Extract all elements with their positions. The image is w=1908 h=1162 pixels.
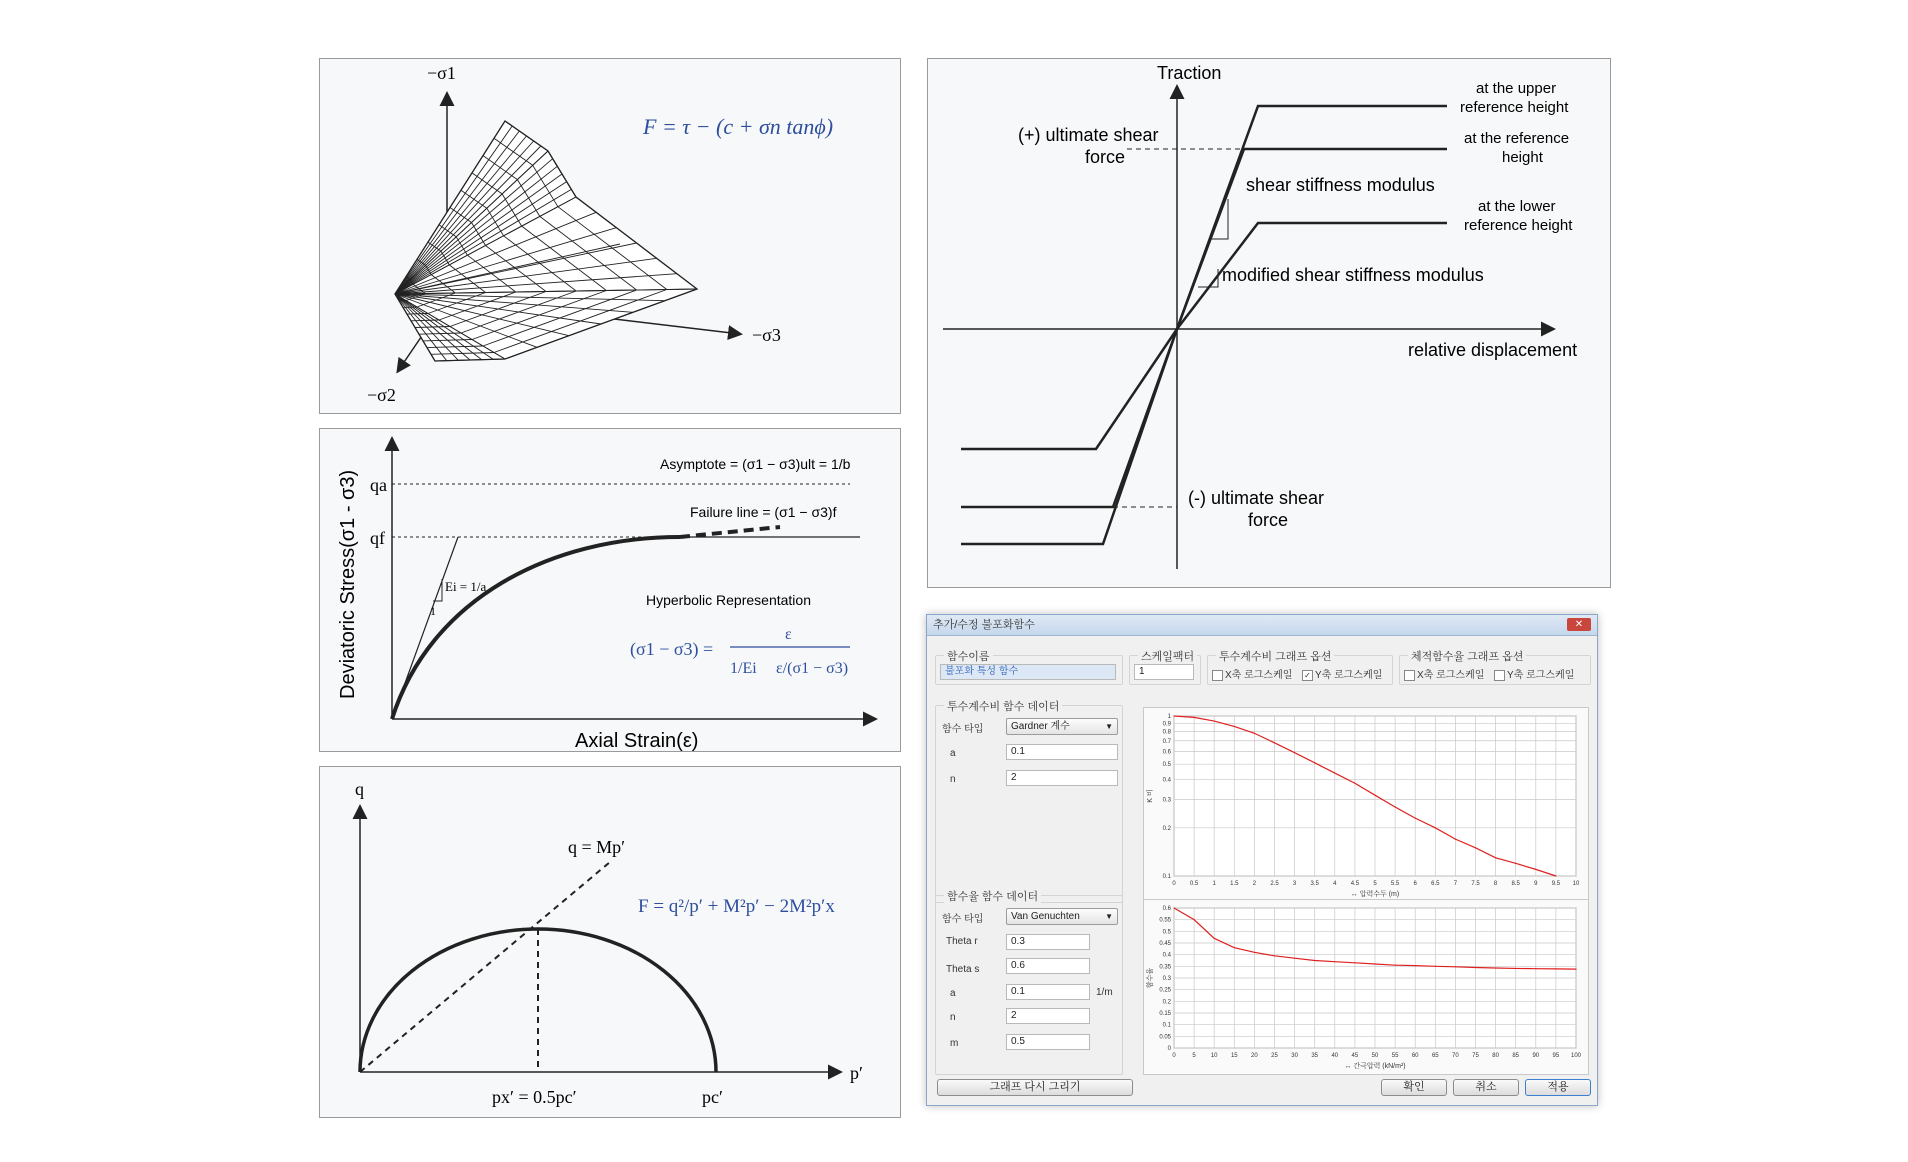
x-tick-label: 1: [1212, 881, 1216, 887]
y-tick-label: 0.2: [1162, 825, 1171, 832]
hyperbolic-diagram: [320, 429, 901, 752]
modified-shear-stiffness-label: modified shear stiffness modulus: [1222, 265, 1484, 285]
vol-y-log-label: Y축 로그스케일: [1507, 670, 1575, 681]
perm-graph-options-label: 투수계수비 그래프 옵션: [1216, 648, 1334, 664]
lower-label-2: reference height: [1464, 217, 1573, 234]
x-tick-label: 2: [1252, 881, 1257, 887]
hyperbolic-curve: [392, 537, 680, 719]
y-tick-label: 0.1: [1162, 1022, 1171, 1029]
water-n-label: n: [950, 1012, 956, 1023]
data-point: [1495, 857, 1496, 858]
camclay-diagram: [320, 767, 901, 1118]
y-tick-label: 0.6: [1162, 906, 1171, 912]
y-tick-label: 0: [1167, 1046, 1171, 1052]
unsaturated-function-dialog: [926, 614, 1598, 1106]
asymptote-label: Asymptote = (σ1 − σ3)ult = 1/b: [660, 456, 851, 472]
y-tick-label: 0.3: [1162, 797, 1171, 804]
hyperbolic-title: Hyperbolic Representation: [646, 592, 811, 608]
x-tick-label: 7: [1453, 881, 1458, 887]
close-icon[interactable]: ✕: [1567, 618, 1591, 631]
data-point: [1535, 968, 1536, 969]
vol-x-log-label: X축 로그스케일: [1417, 670, 1485, 681]
x-tick-label: 9.5: [1551, 881, 1561, 887]
data-point: [1495, 967, 1496, 968]
scale-factor-group-label: 스케일팩터: [1138, 648, 1197, 664]
x-tick-label: 10: [1572, 881, 1580, 887]
x-tick-label: 0.5: [1189, 881, 1199, 887]
qa-label: qa: [370, 475, 387, 495]
water-a-label: a: [950, 988, 956, 999]
x-tick-label: 85: [1512, 1053, 1520, 1059]
chevron-down-icon: ▼: [1105, 722, 1113, 731]
y-tick-label: 0.4: [1162, 952, 1171, 959]
vol-graph-options-label: 체적함수율 그래프 옵션: [1408, 648, 1526, 664]
water-func-type-label: 함수 타입: [942, 914, 984, 925]
water-data-group: [935, 891, 1123, 1075]
data-point: [1515, 968, 1516, 969]
traction-panel: [927, 58, 1611, 588]
x-axis-label: ↔ 압력수두 (m): [1350, 891, 1400, 898]
mohr-coulomb-diagram: [320, 59, 901, 414]
x-tick-label: 5: [1373, 881, 1377, 887]
perm-graph-options-group: [1207, 651, 1393, 685]
x-tick-label: 2.5: [1270, 881, 1279, 887]
failure-label: Failure line = (σ1 − σ3)f: [690, 504, 837, 520]
y-tick-label: 1: [1167, 714, 1171, 720]
x-tick-label: 0: [1172, 1053, 1176, 1059]
x-tick-label: 3.5: [1310, 881, 1319, 887]
lower-label-1: at the lower: [1478, 198, 1556, 215]
x-tick-label: 0: [1172, 881, 1176, 887]
vol-graph-options-group: [1399, 651, 1591, 685]
data-point: [1415, 965, 1416, 966]
water-m-label: m: [950, 1038, 959, 1049]
x-tick-label: 5.5: [1390, 881, 1400, 887]
mohr-coulomb-equation: F = τ − (c + σn tanϕ): [643, 114, 834, 139]
data-point: [1274, 955, 1275, 956]
y-tick-label: 0.55: [1159, 917, 1171, 924]
qf-label: qf: [370, 528, 385, 548]
x-tick-label: 60: [1411, 1053, 1419, 1059]
x-tick-label: 3: [1292, 881, 1297, 887]
x-tick-label: 7.5: [1471, 881, 1480, 887]
sigma1-label: −σ1: [427, 63, 456, 83]
y-tick-label: 0.05: [1159, 1034, 1171, 1041]
ei-label: Ei = 1/a: [445, 579, 487, 594]
x-tick-label: 90: [1532, 1053, 1540, 1059]
reference-label-2: height: [1502, 149, 1543, 166]
x-tick-label: 15: [1230, 1053, 1238, 1059]
upper-label-2: reference height: [1460, 99, 1569, 116]
data-point: [1354, 962, 1355, 963]
y-tick-label: 0.7: [1162, 738, 1171, 745]
data-point: [1173, 907, 1174, 908]
traction-diagram: [928, 59, 1611, 588]
pos-ult-label-1: (+) ultimate shear: [1018, 125, 1159, 145]
perm-y-log-checkbox[interactable]: [1302, 666, 1382, 681]
data-point: [1254, 733, 1255, 734]
function-name-input[interactable]: 불포화 특성 함수: [940, 664, 1116, 680]
data-point: [1555, 968, 1556, 969]
data-point: [1314, 762, 1315, 763]
data-point: [1455, 966, 1456, 967]
p-label: p′: [850, 1063, 863, 1083]
data-point: [1173, 715, 1174, 716]
theta-s-label: Theta s: [946, 964, 980, 975]
data-point: [1475, 847, 1476, 848]
x-tick-label: 75: [1472, 1053, 1479, 1059]
redraw-graph-button[interactable]: 그래프 다시 그리기: [937, 1079, 1133, 1096]
x-tick-label: 10: [1210, 1053, 1218, 1059]
data-point: [1575, 969, 1576, 970]
data-point: [1435, 966, 1436, 967]
data-point: [1475, 967, 1476, 968]
x-tick-label: 6.5: [1431, 881, 1440, 887]
displacement-label: relative displacement: [1408, 340, 1578, 360]
camclay-panel: [319, 766, 901, 1118]
y-axis-label: 함수율: [1147, 967, 1154, 989]
hyperbolic-eq-num: ε: [785, 626, 792, 643]
vol-x-log-checkbox[interactable]: [1404, 666, 1484, 681]
hyperbolic-panel: [319, 428, 901, 752]
y-tick-label: 0.45: [1159, 941, 1171, 947]
x-axis-label: ↔ 간극압력 (kN/m²): [1344, 1063, 1406, 1070]
px-label: px′ = 0.5pc′: [492, 1087, 577, 1107]
water-a-unit: 1/m: [1096, 987, 1113, 998]
data-point: [1214, 720, 1215, 721]
y-tick-label: 0.5: [1162, 929, 1171, 936]
q-label: q: [355, 779, 364, 799]
cancel-button[interactable]: 취소: [1453, 1079, 1519, 1096]
data-point: [1294, 752, 1295, 753]
data-point: [1334, 961, 1335, 962]
hyperbolic-eq-den-a: 1/Ei: [730, 660, 757, 677]
stress-axis-label: Deviatoric Stress(σ1 - σ3): [337, 469, 359, 699]
x-tick-label: 50: [1371, 1053, 1379, 1059]
x-tick-label: 4: [1333, 881, 1337, 887]
water-func-type-value: Van Genuchten: [1011, 911, 1080, 922]
data-point: [1455, 839, 1456, 840]
y-tick-label: 0.8: [1162, 729, 1171, 736]
scale-factor-input[interactable]: 1: [1134, 664, 1194, 680]
water-a-input[interactable]: 0.1: [1006, 984, 1090, 1000]
y-tick-label: 0.4: [1162, 777, 1171, 784]
vol-y-log-checkbox[interactable]: [1494, 666, 1574, 681]
water-chart: [1144, 900, 1588, 1074]
water-n-input[interactable]: 2: [1006, 1008, 1090, 1024]
data-point: [1194, 919, 1195, 920]
reference-label-1: at the reference: [1464, 130, 1570, 147]
water-m-input[interactable]: 0.5: [1006, 1034, 1090, 1050]
data-point: [1194, 717, 1195, 718]
data-point: [1555, 875, 1556, 876]
perm-func-type-select[interactable]: [1006, 718, 1118, 735]
mohr-coulomb-panel: [319, 58, 901, 414]
data-point: [1535, 869, 1536, 870]
perm-x-log-checkbox[interactable]: [1212, 666, 1292, 681]
y-tick-label: 0.35: [1159, 964, 1171, 971]
ok-button[interactable]: 확인: [1381, 1079, 1447, 1096]
shear-stiffness-label: shear stiffness modulus: [1246, 175, 1435, 195]
slope-triangle: [433, 579, 442, 601]
y-axis-label: K 비: [1147, 789, 1154, 803]
sigma2-label: −σ2: [367, 385, 396, 405]
y-tick-label: 0.3: [1162, 976, 1171, 982]
perm-a-input[interactable]: 0.1: [1006, 744, 1118, 760]
pc-label: pc′: [702, 1087, 723, 1107]
x-tick-label: 4.5: [1350, 881, 1360, 887]
perm-chart-box: [1143, 707, 1589, 903]
strain-axis-label: Axial Strain(ε): [575, 730, 699, 752]
hyperbolic-eq-left: (σ1 − σ3) =: [630, 639, 714, 659]
data-point: [1354, 783, 1355, 784]
csl-line: [360, 862, 610, 1072]
x-tick-label: 5: [1192, 1053, 1196, 1059]
theta-r-label: Theta r: [946, 936, 978, 947]
function-name-group-label: 함수이름: [944, 648, 993, 664]
dialog-titlebar: [927, 615, 1597, 636]
x-tick-label: 8: [1493, 881, 1498, 887]
chevron-down-icon: ▼: [1105, 912, 1113, 921]
data-point: [1254, 952, 1255, 953]
function-name-group: [935, 651, 1123, 685]
data-point: [1395, 965, 1396, 966]
x-tick-label: 1.5: [1230, 881, 1239, 887]
x-tick-label: 30: [1291, 1053, 1298, 1059]
reference-curve: [961, 149, 1447, 507]
neg-ult-label-1: (-) ultimate shear: [1188, 488, 1325, 508]
csl-label: q = Mp′: [568, 837, 626, 857]
y-tick-label: 0.25: [1159, 987, 1171, 994]
data-point: [1234, 726, 1235, 727]
data-point: [1334, 772, 1335, 773]
data-point: [1395, 806, 1396, 807]
x-tick-label: 100: [1570, 1053, 1582, 1059]
x-tick-label: 35: [1311, 1053, 1319, 1059]
checkbox-box[interactable]: [1212, 670, 1223, 681]
data-point: [1415, 818, 1416, 819]
water-func-type-select[interactable]: [1006, 908, 1118, 925]
data-point: [1374, 795, 1375, 796]
data-point: [1214, 938, 1215, 939]
neg-ult-label-2: force: [1248, 510, 1289, 530]
theta-r-input[interactable]: 0.3: [1006, 934, 1090, 950]
asymptote-extension: [680, 527, 780, 537]
slope-one-label: 1: [430, 604, 436, 618]
hyperbolic-eq-den-b: ε/(σ1 − σ3): [776, 660, 849, 677]
perm-a-label: a: [950, 748, 956, 759]
perm-n-input[interactable]: 2: [1006, 770, 1118, 786]
dialog-title: 추가/수정 불포화함수: [933, 619, 1035, 631]
data-point: [1294, 958, 1295, 959]
scale-factor-group: [1129, 651, 1201, 685]
water-data-group-label: 함수율 함수 데이터: [944, 888, 1041, 904]
upper-label-1: at the upper: [1476, 80, 1557, 97]
perm-chart: [1144, 708, 1588, 902]
theta-s-input[interactable]: 0.6: [1006, 958, 1090, 974]
mesh-line: [407, 314, 428, 315]
x-tick-label: 55: [1391, 1053, 1399, 1059]
y-tick-label: 0.1: [1162, 874, 1171, 880]
perm-data-group-label: 투수계수비 함수 데이터: [944, 698, 1062, 714]
data-point: [1515, 863, 1516, 864]
x-tick-label: 20: [1251, 1053, 1258, 1059]
y-tick-label: 0.5: [1162, 762, 1171, 769]
y-tick-label: 0.6: [1162, 749, 1171, 756]
perm-x-log-label: X축 로그스케일: [1225, 670, 1293, 681]
checkbox-box[interactable]: [1404, 670, 1415, 681]
apply-button[interactable]: 적용: [1525, 1079, 1591, 1096]
x-tick-label: 25: [1271, 1053, 1278, 1059]
y-tick-label: 0.15: [1159, 1011, 1171, 1017]
x-tick-label: 65: [1431, 1053, 1439, 1059]
y-tick-label: 0.2: [1162, 999, 1171, 1006]
perm-func-type-label: 함수 타입: [942, 724, 984, 735]
perm-data-group: [935, 701, 1123, 903]
perm-n-label: n: [950, 774, 956, 785]
perm-y-log-label: Y축 로그스케일: [1315, 670, 1383, 681]
sigma3-label: −σ3: [752, 325, 781, 345]
x-tick-label: 8.5: [1511, 881, 1520, 887]
data-point: [1435, 827, 1436, 828]
data-point: [1274, 742, 1275, 743]
traction-label: Traction: [1157, 63, 1222, 83]
checkbox-box[interactable]: [1494, 670, 1505, 681]
water-chart-box: [1143, 899, 1589, 1075]
camclay-equation: F = q²/p′ + M²p′ − 2M²p′x: [638, 896, 835, 917]
x-tick-label: 95: [1552, 1053, 1560, 1059]
x-tick-label: 9: [1534, 881, 1538, 887]
x-tick-label: 70: [1452, 1053, 1459, 1059]
data-point: [1374, 963, 1375, 964]
x-tick-label: 45: [1351, 1053, 1359, 1059]
x-tick-label: 40: [1331, 1053, 1339, 1059]
pos-ult-label-2: force: [1085, 147, 1126, 167]
yield-surface-mesh: [395, 121, 697, 361]
y-tick-label: 0.9: [1162, 721, 1171, 728]
x-tick-label: 80: [1492, 1053, 1499, 1059]
checkbox-box-checked[interactable]: ✓: [1302, 670, 1313, 681]
data-point: [1314, 960, 1315, 961]
data-point: [1234, 947, 1235, 948]
x-tick-label: 6: [1413, 881, 1417, 887]
perm-func-type-value: Gardner 계수: [1011, 721, 1070, 732]
